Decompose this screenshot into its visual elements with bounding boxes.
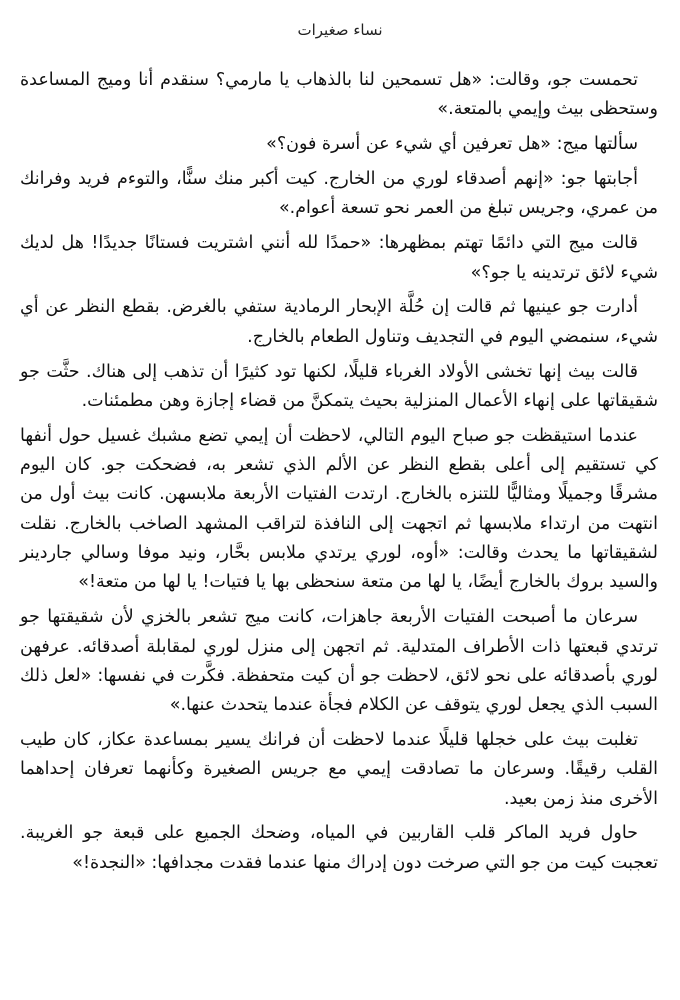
paragraph: أجابتها جو: «إنهم أصدقاء لوري من الخارج. كيت أكبر منك سنًّا، والتوءم فريد وفرانك من عمري، وجريس تبلغ من العمر نحو تسعة أعوام.»	[20, 169, 658, 219]
paragraph: قالت بيث إنها تخشى الأولاد الغرباء قليلًا، لكنها تود كثيرًا أن تذهب إلى هناك. حثَّت جو شقيقاتها على إنهاء الأعمال المنزلية بحيث يتمكنَّ من قضاء إجازة وهن مطمئنات.	[20, 361, 658, 411]
paragraph: تحمست جو، وقالت: «هل تسمحين لنا بالذهاب يا مارمي؟ سنقدم أنا وميج المساعدة وستحظى بيث وإيمي بالمتعة.»	[20, 70, 658, 120]
paragraph: عندما استيقظت جو صباح اليوم التالي، لاحظت أن إيمي تضع مشبك غسيل حول أنفها كي تستقيم إلى أعلى بقطع النظر عن الألم الذي تشعر به، فضحكت جو. كان اليوم مشرقًا وجميلًا ومثاليًّا للتنزه بالخارج. ارتدت الفتيات الأربعة ملابسهن. كانت بيث أول من انتهت من ارتداء ملابسها ثم اتجهت إلى النافذة لتراقب المشهد الصاخب بالخارج. نقلت لشقيقاتها ما يحدث وقالت: «أوه، لوري يرتدي ملابس بحَّار، ونيد موفا وسالي جاردينر والسيد بروك بالخارج أيضًا، يا لها من متعة سنحظى بها يا فتيات! يا لها من متعة!»	[20, 425, 658, 593]
body-text	[20, 66, 658, 884]
paragraph: تغلبت بيث على خجلها قليلًا عندما لاحظت أن فرانك يسير بمساعدة عكاز، كان طيب القلب رقيقًا. وسرعان ما تصادقت إيمي مع جريس الصغيرة وكأنهما تعرفان إحداهما الأخرى منذ زمن بعيد.	[20, 729, 658, 809]
running-header-title: نساء صغيرات	[297, 21, 383, 39]
paragraph: حاول فريد الماكر قلب القاربين في المياه، وضحك الجميع على قبعة جو الغريبة. تعجبت كيت من جو التي صرخت دون إدراك منها عندما فقدت مجدافها: «النجدة!»	[20, 823, 658, 873]
paragraph: قالت ميج التي دائمًا تهتم بمظهرها: «حمدًا لله أنني اشتريت فستانًا جديدًا! هل لديك شيء لائق ترتدينه يا جو؟»	[20, 233, 658, 283]
paragraph: سألتها ميج: «هل تعرفين أي شيء عن أسرة فون؟»	[266, 134, 638, 155]
paragraph: أدارت جو عينيها ثم قالت إن حُلَّة الإبحار الرمادية ستفي بالغرض. بقطع النظر عن أي شيء، سنمضي اليوم في التجديف وتناول الطعام بالخارج.	[20, 297, 658, 347]
paragraph: سرعان ما أصبحت الفتيات الأربعة جاهزات، كانت ميج تشعر بالخزي لأن شقيقتها جو ترتدي قبعتها ذات الأطراف المتدلية. ثم اتجهن إلى منزل لوري لمقابلة أصدقائه. عرفهن لوري بأصدقائه على نحو لائق، لاحظت جو أن كيت متحفظة. فكَّرت في نفسها: «لعل ذلك السبب الذي يجعل لوري يتوقف عن الكلام فجأة عندما يتحدث عنها.»	[20, 607, 658, 716]
